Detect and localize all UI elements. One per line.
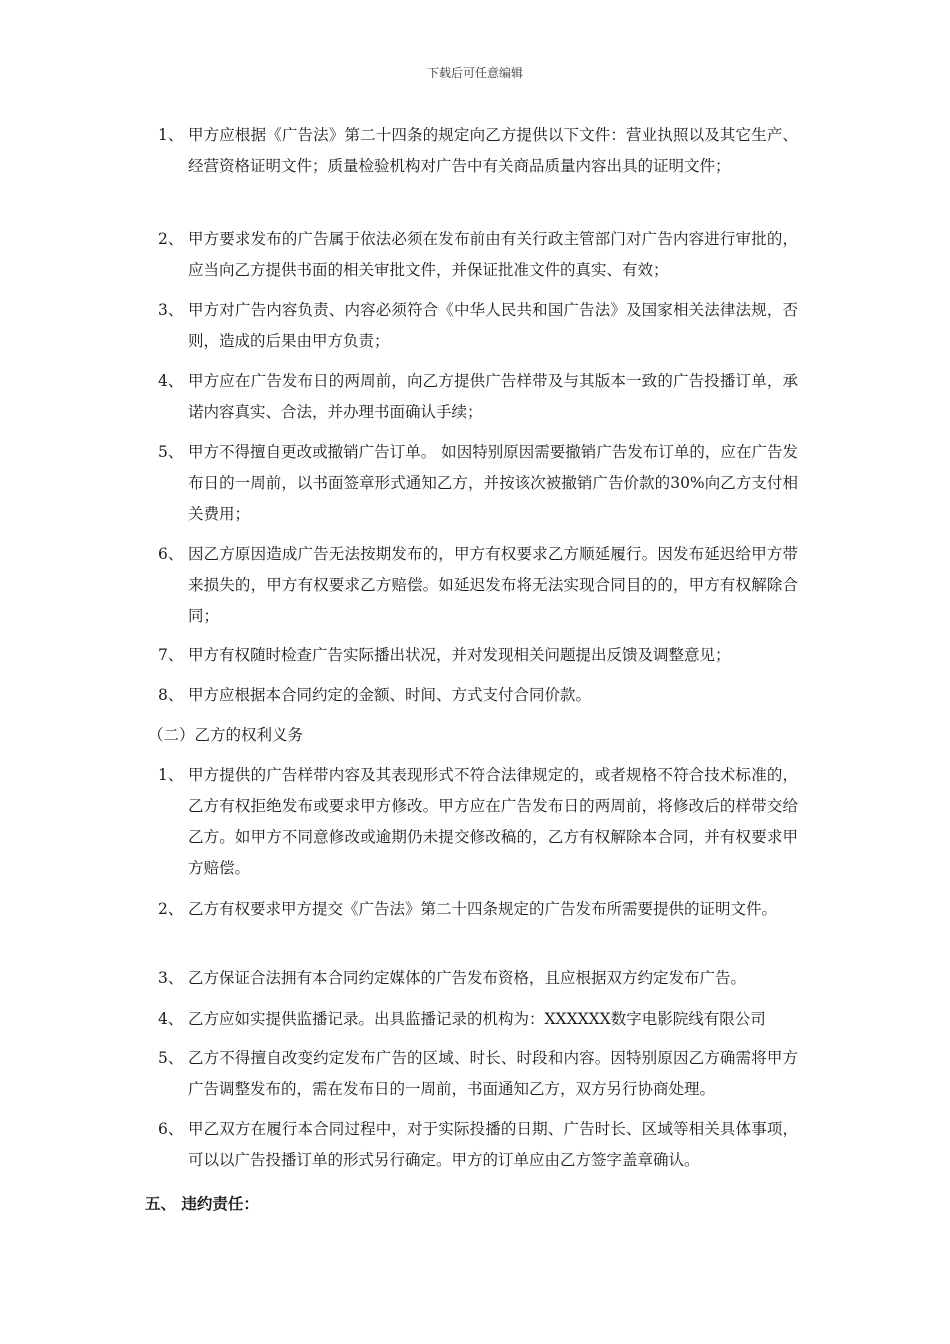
- item-number: 5、: [158, 443, 184, 461]
- item-text: 甲方有权随时检查广告实际播出状况，并对发现相关问题提出反馈及调整意见；: [188, 646, 731, 664]
- item-number: 6、: [158, 545, 184, 563]
- item-text: 乙方不得擅自改变约定发布广告的区域、时长、时段和内容。因特别原因乙方确需将甲方广告调整发布的，需在发布日的一周前，书面通知乙方，双方另行协商处理。: [188, 1049, 798, 1098]
- item-number: 3、: [158, 969, 184, 987]
- section-heading: 五、 违约责任：: [145, 1195, 259, 1213]
- list-item-a4: [158, 366, 798, 428]
- list-item-a7: [158, 640, 798, 671]
- list-item-b2: [158, 894, 798, 925]
- item-text: 甲方应根据《广告法》第二十四条的规定向乙方提供以下文件：营业执照以及其它生产、经营资格证明文件；质量检验机构对广告中有关商品质量内容出具的证明文件；: [188, 126, 798, 175]
- item-number: 2、: [158, 900, 184, 918]
- list-item-a2: [158, 224, 798, 286]
- list-item-a6: [158, 539, 798, 632]
- item-number: 8、: [158, 686, 184, 704]
- item-number: 1、: [158, 766, 184, 784]
- list-item-b4: [158, 1004, 798, 1035]
- item-number: 4、: [158, 372, 184, 390]
- item-text: 乙方应如实提供监播记录。出具监播记录的机构为：XXXXXX数字电影院线有限公司: [188, 1010, 766, 1028]
- item-number: 2、: [158, 230, 184, 248]
- item-number: 6、: [158, 1120, 184, 1138]
- item-text: 甲方应在广告发布日的两周前，向乙方提供广告样带及与其版本一致的广告投播订单，承诺内容真实、合法，并办理书面确认手续；: [188, 372, 798, 421]
- list-item-b5: [158, 1043, 798, 1105]
- item-text: 甲乙双方在履行本合同过程中，对于实际投播的日期、广告时长、区域等相关具体事项，可以以广告投播订单的形式另行确定。甲方的订单应由乙方签字盖章确认。: [188, 1120, 798, 1169]
- list-item-b6: [158, 1114, 798, 1176]
- list-item-a8: [158, 680, 798, 711]
- item-text: 甲方不得擅自更改或撤销广告订单。 如因特别原因需要撤销广告发布订单的，应在广告发布日的一周前，以书面签章形式通知乙方，并按该次被撤销广告价款的30%向乙方支付相关费用；: [188, 443, 798, 523]
- list-item-a5: [158, 437, 798, 530]
- item-number: 7、: [158, 646, 184, 664]
- item-text: 乙方保证合法拥有本合同约定媒体的广告发布资格，且应根据双方约定发布广告。: [188, 969, 747, 987]
- list-item-a3: [158, 295, 798, 357]
- item-text: 甲方应根据本合同约定的金额、时间、方式支付合同价款。: [188, 686, 592, 704]
- item-number: 3、: [158, 301, 184, 319]
- item-text: 甲方提供的广告样带内容及其表现形式不符合法律规定的，或者规格不符合技术标准的，乙方有权拒绝发布或要求甲方修改。甲方应在广告发布日的两周前，将修改后的样带交给乙方。如甲方不同意修改或逾期仍未提交修改稿的，乙方有权解除本合同，并有权要求甲方赔偿。: [188, 766, 798, 877]
- list-item-b1: [158, 760, 798, 884]
- list-item-a1: [158, 120, 798, 182]
- item-text: 甲方对广告内容负责、内容必须符合《中华人民共和国广告法》及国家相关法律法规，否则，造成的后果由甲方负责；: [188, 301, 798, 350]
- subsection-title: （二）乙方的权利义务: [148, 726, 304, 744]
- item-text: 因乙方原因造成广告无法按期发布的，甲方有权要求乙方顺延履行。因发布延迟给甲方带来损失的，甲方有权要求乙方赔偿。如延迟发布将无法实现合同目的的，甲方有权解除合同；: [188, 545, 798, 625]
- item-number: 4、: [158, 1010, 184, 1028]
- item-text: 乙方有权要求甲方提交《广告法》第二十四条规定的广告发布所需要提供的证明文件。: [188, 900, 778, 918]
- list-item-b3: [158, 963, 798, 994]
- item-number: 1、: [158, 126, 184, 144]
- item-text: 甲方要求发布的广告属于依法必须在发布前由有关行政主管部门对广告内容进行审批的，应当向乙方提供书面的相关审批文件，并保证批准文件的真实、有效；: [188, 230, 798, 279]
- page-header: 下载后可任意编辑: [426, 66, 523, 80]
- item-number: 5、: [158, 1049, 184, 1067]
